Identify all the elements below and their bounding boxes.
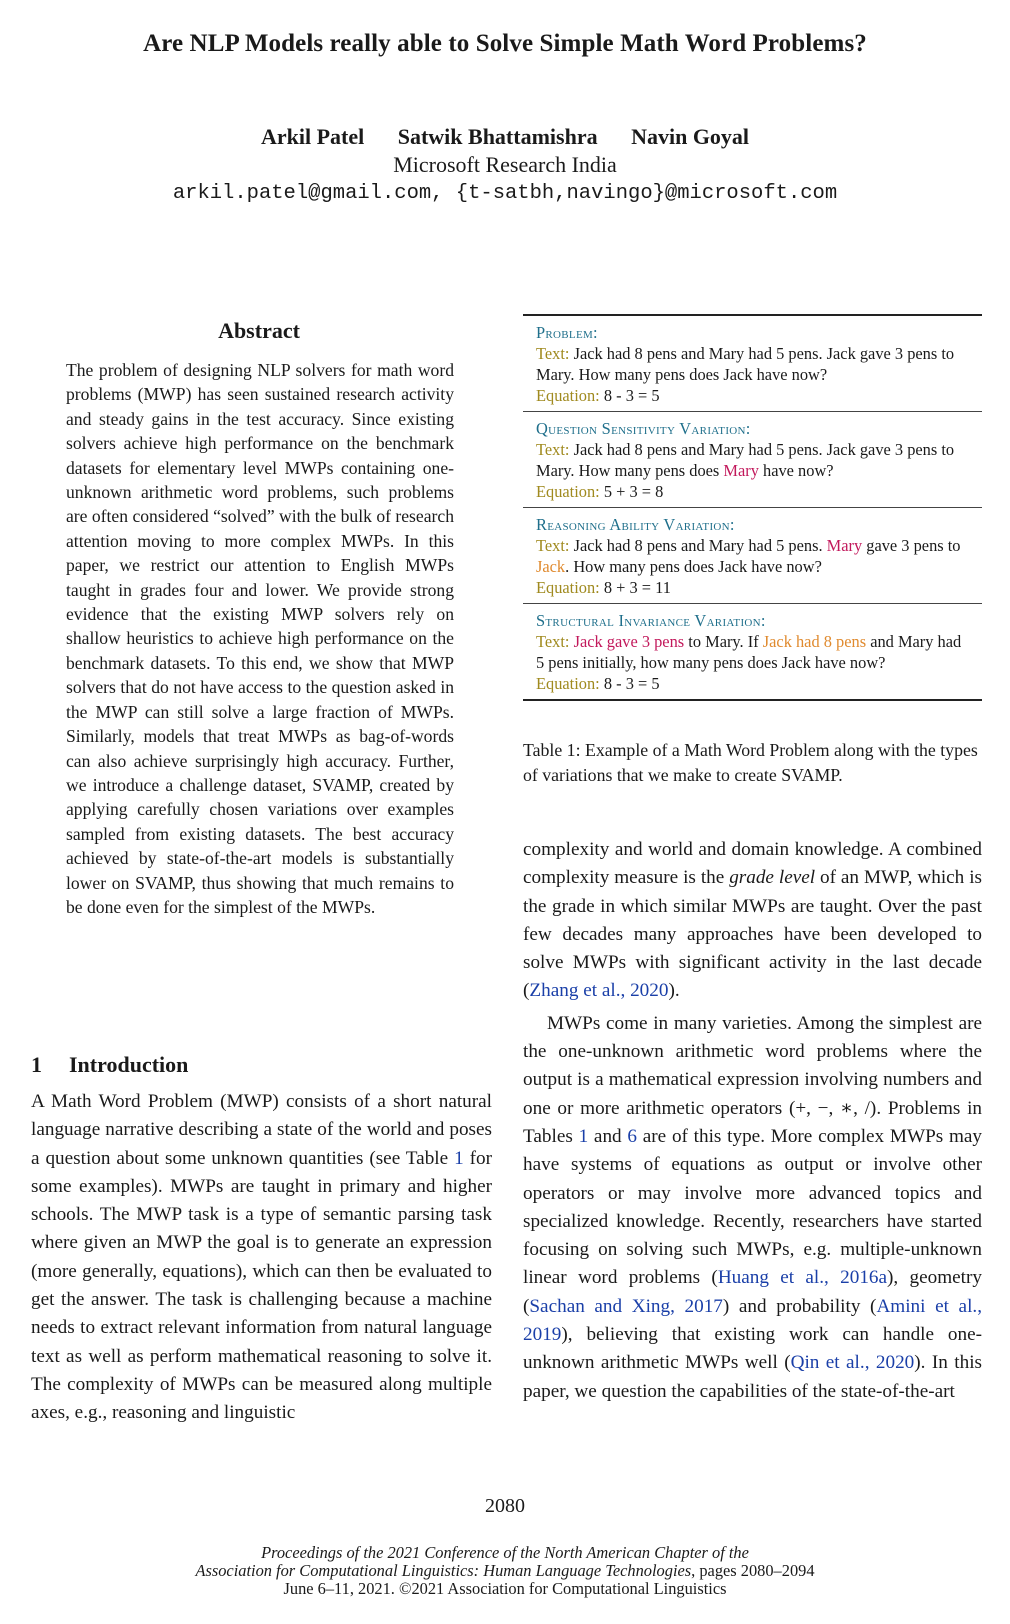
table-block-heading: Reasoning Ability Variation: xyxy=(536,515,735,534)
table-block-structural-invariance xyxy=(523,603,982,699)
proceedings-footer xyxy=(0,1544,1010,1598)
author-emails: arkil.patel@gmail.com, {t-satbh,navingo}@microsoft.com xyxy=(172,182,838,205)
example-table xyxy=(523,314,982,701)
table-equation-row: Equation: 5 + 3 = 8 xyxy=(536,482,664,501)
citation-link[interactable]: Zhang et al., 2020 xyxy=(529,980,669,1002)
citation-link[interactable]: Qin et al., 2020 xyxy=(790,1352,915,1374)
table-equation-row: Equation: 8 + 3 = 11 xyxy=(536,578,671,597)
table-reference-link[interactable]: 6 xyxy=(627,1125,637,1147)
section-title: Introduction xyxy=(69,1052,189,1077)
citation-link[interactable]: Amini et al., 2019 xyxy=(523,1295,982,1346)
affiliation: Microsoft Research India xyxy=(393,152,617,177)
author-list xyxy=(0,124,1010,150)
table-text-row: Text: Jack had 8 pens and Mary had 5 pens. Mary gave 3 pens to Jack. How many pens does Jack have now? xyxy=(536,536,961,576)
body-paragraph: complexity and world and domain knowledge. A combined complexity measure is the grade level of an MWP, which is the grade in which similar MWPs are taught. Over the past few decades many approaches have been developed to solve MWPs with significant activity in the last decade (Zhang et al., 2020). xyxy=(523,839,982,1002)
footer-line: June 6–11, 2021. ©2021 Association for Computational Linguistics xyxy=(283,1579,727,1598)
abstract-text: The problem of designing NLP solvers for math word problems (MWP) has seen sustained research activity and steady gains in the test accuracy. Since existing solvers achieve high performance on the benchmark datasets for elementary level MWPs containing one-unknown arithmetic word problems, such problems are often considered “solved” with the bulk of research attention moving to more complex MWPs. In this paper, we restrict our attention to English MWPs taught in grades four and lower. We provide strong evidence that the existing MWP solvers rely on shallow heuristics to achieve high performance on the benchmark datasets. To this end, we show that MWP solvers that do not have access to the question asked in the MWP can still solve a large fraction of MWPs. Similarly, models that treat MWPs as bag-of-words can also achieve surprisingly high accuracy. Further, we introduce a challenge dataset, SVAMP, created by applying carefully chosen variations over examples sampled from existing datasets. The best accuracy achieved by state-of-the-art models is substantially lower on SVAMP, thus showing that much remains to be done even for the simplest of the MWPs. xyxy=(66,360,454,917)
table-text-row: Text: Jack had 8 pens and Mary had 5 pens. Jack gave 3 pens to Mary. How many pens does Mary have now? xyxy=(536,440,955,480)
body-paragraph: MWPs come in many varieties. Among the simplest are the one-unknown arithmetic word problems where the output is a mathematical expression involving numbers and one or more arithmetic operators (+, −, ∗, /). Problems in Tables 1 and 6 are of this type. More complex MWPs may have systems of equations as output or involve other operators or may involve more advanced topics and specialized knowledge. Recently, researchers have started focusing on solving such MWPs, e.g. multiple-unknown linear word problems (Huang et al., 2016a), geometry (Sachan and Xing, 2017) and probability (Amini et al., 2019), believing that existing work can handle one-unknown arithmetic MWPs well (Qin et al., 2020). In this paper, we question the capabilities of the state-of-the-art xyxy=(523,1012,983,1402)
section-heading xyxy=(31,1052,188,1078)
author-name: Navin Goyal xyxy=(631,124,750,149)
author-name: Arkil Patel xyxy=(260,124,365,149)
footer-line: Proceedings of the 2021 Conference of the North American Chapter of the xyxy=(261,1543,749,1562)
author-name: Satwik Bhattamishra xyxy=(397,124,598,149)
table-block-problem xyxy=(523,316,982,411)
footer-line: Association for Computational Linguistics: Human Language Technologies, pages 2080–2094 xyxy=(195,1561,815,1580)
table-reference-link[interactable]: 1 xyxy=(454,1147,464,1169)
table-equation-row: Equation: 8 - 3 = 5 xyxy=(536,386,660,405)
section-number: 1 xyxy=(31,1052,42,1077)
table-text-row: Text: Jack gave 3 pens to Mary. If Jack had 8 pens and Mary had 5 pens initially, how many pens does Jack have now? xyxy=(536,632,962,672)
introduction-paragraph: A Math Word Problem (MWP) consists of a short natural language narrative describing a state of the world and poses a question about some unknown quantities (see Table 1 for some examples). MWPs are taught in primary and higher schools. The MWP task is a type of semantic parsing task where given an MWP the goal is to generate an expression (more generally, equations), which can then be evaluated to get the answer. The task is challenging because a machine needs to extract relevant information from natural language text as well as perform mathematical reasoning to solve it. The complexity of MWPs can be measured along multiple axes, e.g., reasoning and linguistic xyxy=(31,1091,492,1424)
paper-title: Are NLP Models really able to Solve Simple Math Word Problems? xyxy=(143,30,867,57)
table-block-heading: Question Sensitivity Variation: xyxy=(536,419,751,438)
citation-link[interactable]: Sachan and Xing, 2017 xyxy=(529,1295,723,1317)
table-equation-row: Equation: 8 - 3 = 5 xyxy=(536,674,660,693)
table-block-reasoning-ability xyxy=(523,507,982,603)
table-reference-link[interactable]: 1 xyxy=(578,1125,589,1147)
right-column-text xyxy=(523,836,982,1406)
table-block-heading: Structural Invariance Variation: xyxy=(536,611,766,630)
table-block-question-sensitivity xyxy=(523,411,982,507)
page-number: 2080 xyxy=(485,1495,525,1517)
table-caption: Table 1: Example of a Math Word Problem along with the types of variations that we make to create SVAMP. xyxy=(523,740,978,785)
table-text-row: Text: Jack had 8 pens and Mary had 5 pens. Jack gave 3 pens to Mary. How many pens does Jack have now? xyxy=(536,344,955,384)
table-block-heading: Problem: xyxy=(536,323,598,342)
abstract-heading: Abstract xyxy=(218,318,300,343)
citation-link[interactable]: Huang et al., 2016a xyxy=(717,1267,888,1289)
